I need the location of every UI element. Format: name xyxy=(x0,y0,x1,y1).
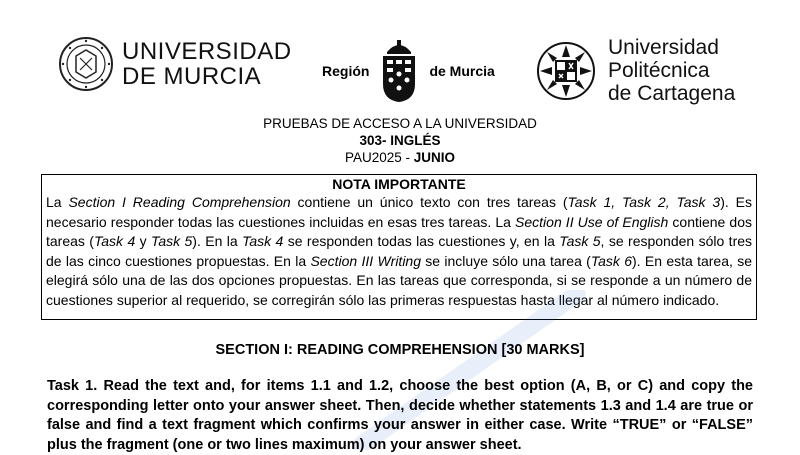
note-italic-part: Task 5 xyxy=(559,233,601,249)
note-text-part: ). Es necesario responder todas las cuestiones incluidas en esas tres tareas. La xyxy=(46,194,752,230)
note-italic-part: Task 4 xyxy=(93,233,136,249)
exam-session-prefix: PAU2025 - xyxy=(344,150,414,165)
exam-session xyxy=(0,150,800,165)
um-logo-text xyxy=(122,39,292,89)
note-italic-part: Section III Writing xyxy=(310,252,421,269)
exam-session-month: JUNIO xyxy=(413,150,456,165)
note-italic-part: Task 1, Task 2, Task 3 xyxy=(567,194,721,210)
region-coat-of-arms-icon xyxy=(377,38,421,104)
note-text-part: contiene dos tareas ( xyxy=(46,213,752,249)
note-text-part: La xyxy=(46,194,69,210)
upct-logo xyxy=(536,36,735,105)
region-logo-left-word: Región xyxy=(322,63,370,79)
um-seal-icon xyxy=(58,36,114,92)
note-text-part: ). En la xyxy=(192,233,243,249)
note-text-part: se incluye sólo una tarea ( xyxy=(421,252,591,269)
upct-logo-line3: de Cartagena xyxy=(608,82,736,105)
upct-logo-text xyxy=(608,36,735,105)
section-heading: SECTION I: READING COMPREHENSION [30 MARKS] xyxy=(215,342,585,358)
universidad-de-murcia-logo xyxy=(58,36,292,92)
region-de-murcia-logo xyxy=(322,38,495,104)
region-logo-right-word: de Murcia xyxy=(429,63,495,79)
exam-subject: 303- INGLÉS xyxy=(359,133,441,148)
task1-instructions: Task 1. Read the text and, for items 1.1 and 1.2, choose the best option (A, B, or C) and copy the corresponding letter onto your answer sheet. Then, decide whether statements 1.3 and 1.4 are true or false and find a text fragment which confirms your answer in either case. Write “TRUE” or “FALSE” plus the fragment (one or two lines maximum) on your answer sheet. xyxy=(47,378,753,453)
note-italic-part: Task 4 xyxy=(242,233,284,249)
note-text-part: , se responden sólo tres de las cinco cuestiones propuestas. En la xyxy=(46,233,753,269)
note-italic-part: Section I Reading Comprehension xyxy=(68,194,291,210)
exam-header-line1: PRUEBAS DE ACCESO A LA UNIVERSIDAD xyxy=(263,116,537,131)
upct-logo-line1: Universidad xyxy=(608,36,719,59)
note-italic-part: Section II Use of English xyxy=(515,213,669,230)
important-note-title: NOTA IMPORTANTE xyxy=(332,176,466,192)
note-italic-part: Task 6 xyxy=(590,252,633,269)
um-logo-line1: UNIVERSIDAD xyxy=(122,38,292,65)
upct-emblem-icon xyxy=(536,41,596,101)
note-text-part: ). En esta tarea, se elegirá sólo una de las dos opciones propuestas. En las tareas que corresponda, si se responde a un número de cuestiones superior al requerido, se corregirán sólo las primeras respuestas hasta llegar al número indicado. xyxy=(46,252,752,308)
note-text-part: contiene un único texto con tres tareas ( xyxy=(290,194,568,210)
um-logo-line2: DE MURCIA xyxy=(122,63,262,90)
note-text-part: se responden todas las cuestiones y, en la xyxy=(283,233,560,249)
note-text-part: y xyxy=(135,233,152,249)
upct-logo-line2: Politécnica xyxy=(608,59,710,82)
note-italic-part: Task 5 xyxy=(151,233,193,249)
